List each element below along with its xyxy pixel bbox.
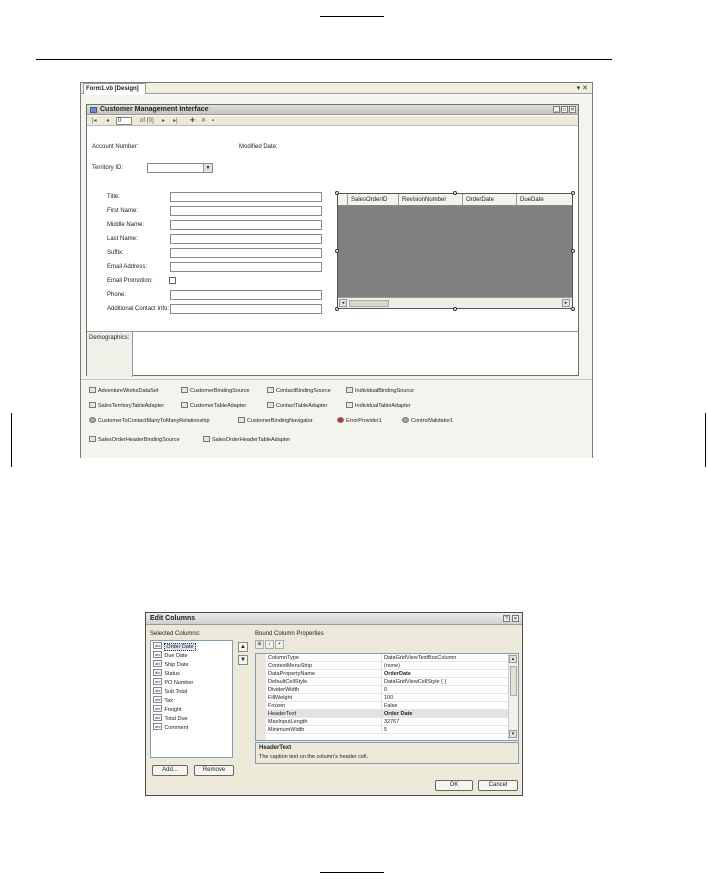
header-rule — [36, 59, 612, 60]
scroll-thumb[interactable] — [349, 300, 389, 307]
tray-item-contactbindingsource[interactable]: ContactBindingSource — [267, 387, 331, 395]
margin-mark-left — [11, 413, 12, 467]
property-row-defaultcellstyle[interactable]: DefaultCellStyle DataGridViewCellStyle { } — [266, 678, 508, 686]
form-designer-window — [80, 82, 593, 458]
selection-handle[interactable] — [453, 191, 457, 195]
sales-order-grid[interactable] — [337, 193, 573, 309]
tray-item-controlvalidator1[interactable]: ControlValidator1 — [402, 417, 453, 425]
selection-handle[interactable] — [571, 307, 575, 311]
count-label: of {0} — [140, 118, 155, 124]
scroll-left-icon[interactable]: ◂ — [339, 299, 347, 307]
additional-contact-label: Additional Contact Info: — [107, 306, 170, 312]
edit-columns-dialog — [145, 612, 523, 796]
selection-handle[interactable] — [453, 307, 457, 311]
tray-item-customertableadapter[interactable]: CustomerTableAdapter — [181, 402, 246, 410]
property-row-minimumwidth[interactable]: MinimumWidth 5 — [266, 726, 508, 734]
move-previous-button[interactable]: ◂ — [106, 118, 110, 124]
tray-item-salesorderheadertableadapter[interactable]: SalesOrderHeaderTableAdapter — [203, 436, 290, 444]
list-item[interactable]: abl PO Number — [155, 679, 194, 686]
account-number-label: Account Number: — [92, 144, 139, 150]
first-name-field[interactable] — [170, 206, 322, 216]
list-item[interactable]: abl Tax — [155, 697, 173, 704]
property-grid-scrollbar[interactable] — [508, 654, 518, 740]
tray-item-errorprovider1[interactable]: ErrorProvider1 — [337, 417, 382, 425]
column-header-orderdate[interactable]: OrderDate — [463, 194, 517, 206]
selection-handle[interactable] — [335, 191, 339, 195]
property-row-contextmenustrip[interactable]: ContextMenuStrip (none) — [266, 662, 508, 670]
document-tab-bar — [81, 83, 592, 94]
property-row-frozen[interactable]: Frozen False — [266, 702, 508, 710]
table-adapter-icon — [346, 402, 353, 408]
selected-columns-label: Selected Columns: — [150, 631, 201, 637]
email-address-label: Email Address: — [107, 264, 148, 270]
add-new-icon[interactable]: ✚ — [190, 118, 196, 124]
title-label: Title: — [107, 194, 120, 200]
tray-item-customerbindingnavigator[interactable]: CustomerBindingNavigator — [238, 417, 313, 425]
email-promotion-label: Email Promotion: — [107, 278, 153, 284]
bound-column-properties-label: Bound Column Properties — [255, 631, 324, 637]
textbox-column-icon: abl — [155, 724, 161, 729]
column-header-revisionnumber[interactable]: RevisionNumber — [399, 194, 463, 206]
table-adapter-icon — [203, 436, 210, 442]
scroll-thumb[interactable] — [510, 666, 517, 696]
selection-handle[interactable] — [571, 191, 575, 195]
property-row-columntype[interactable]: ColumnType DataGridViewTextBoxColumn — [266, 654, 508, 662]
chevron-down-icon[interactable]: ▼ — [203, 164, 212, 172]
table-adapter-icon — [181, 402, 188, 408]
minimize-button[interactable]: _ — [553, 106, 560, 113]
territory-id-combo[interactable] — [147, 163, 213, 173]
first-name-label: First Name: — [107, 208, 139, 214]
phone-label: Phone: — [107, 292, 127, 298]
column-header-duedate[interactable]: DueDate — [520, 197, 544, 203]
phone-field[interactable] — [170, 290, 322, 300]
design-surface — [81, 95, 592, 379]
list-item[interactable]: abl Ship Date — [155, 661, 189, 668]
tray-item-adventureworksdataset[interactable]: AdventureWorksDataSet — [89, 387, 158, 395]
tray-item-customertocontactmanytomanyrelationship[interactable]: CustomerToContactManyToManyRelationship — [89, 417, 210, 425]
textbox-column-icon: abl — [155, 715, 161, 720]
textbox-column-icon: abl — [155, 706, 161, 711]
suffix-label: Suffix: — [107, 250, 124, 256]
component-icon — [402, 417, 409, 423]
categorized-icon[interactable]: ⊞ — [255, 640, 264, 649]
help-button[interactable]: ? — [503, 615, 510, 622]
binding-navigator-icon — [238, 417, 245, 423]
email-promotion-checkbox[interactable] — [169, 277, 176, 284]
demographics-label: Demographics: — [89, 335, 130, 341]
selection-handle[interactable] — [335, 249, 339, 253]
move-last-button[interactable]: ▸| — [173, 118, 178, 124]
binding-navigator-toolstrip — [87, 116, 578, 126]
table-adapter-icon — [89, 402, 96, 408]
scroll-down-icon[interactable]: ▾ — [509, 730, 517, 738]
property-toolbar — [255, 639, 285, 651]
add-column-button[interactable]: Add... — [152, 765, 188, 776]
tray-item-contacttableadapter[interactable]: ContactTableAdapter — [267, 402, 327, 410]
territory-id-label: Territory ID: — [92, 165, 124, 171]
middle-name-field[interactable] — [170, 220, 322, 230]
suffix-field[interactable] — [170, 248, 322, 258]
textbox-column-icon: abl — [155, 643, 161, 648]
binding-source-icon — [267, 387, 274, 393]
tray-item-individualtableadapter[interactable]: IndividualTableAdapter — [346, 402, 411, 410]
binding-source-icon — [346, 387, 353, 393]
additional-contact-field[interactable] — [170, 304, 322, 314]
scroll-up-icon[interactable]: ▴ — [509, 655, 517, 663]
footer-rule — [320, 872, 384, 873]
description-text: The caption text on the column's header cell. — [259, 754, 368, 760]
middle-name-label: Middle Name: — [107, 222, 145, 228]
last-name-label: Last Name: — [107, 236, 138, 242]
textbox-column-icon: abl — [155, 679, 161, 684]
move-up-button[interactable]: ▲ — [238, 642, 248, 652]
modified-date-label: Modified Date: — [239, 144, 278, 150]
property-pages-icon[interactable]: ▪ — [275, 640, 284, 649]
tray-item-individualbindingsource[interactable]: IndividualBindingSource — [346, 387, 414, 395]
title-field[interactable] — [170, 192, 322, 202]
form-title: Customer Management Interface — [100, 106, 209, 113]
tray-item-salesterritorytableadapter[interactable]: SalesTerritoryTableAdapter — [89, 402, 164, 410]
ok-button[interactable]: OK — [435, 780, 473, 791]
grid-header-row — [338, 194, 572, 206]
move-next-button[interactable]: ▸ — [162, 118, 166, 124]
move-down-button[interactable]: ▼ — [238, 655, 248, 665]
grid-row-header-cell — [338, 194, 348, 206]
textbox-column-icon: abl — [155, 688, 161, 693]
textbox-column-icon: abl — [155, 697, 161, 702]
tray-item-salesorderheaderbindingsource[interactable]: SalesOrderHeaderBindingSource — [89, 436, 180, 444]
position-input[interactable]: 0 — [116, 117, 132, 125]
list-item[interactable]: abl Order Date — [155, 643, 194, 650]
tray-item-customerbindingsource[interactable]: CustomerBindingSource — [181, 387, 250, 395]
property-row-fillweight[interactable]: FillWeight 100 — [266, 694, 508, 702]
textbox-column-icon: abl — [155, 670, 161, 675]
alphabetical-icon[interactable]: ↓ — [265, 640, 274, 649]
save-icon[interactable]: ▪ — [212, 118, 215, 124]
header-rule-top — [320, 16, 384, 17]
dialog-title-bar[interactable] — [146, 613, 522, 625]
column-header-salesorderid[interactable]: SalesOrderID — [348, 194, 399, 206]
customer-form[interactable] — [86, 104, 579, 376]
list-item[interactable]: abl Due Date — [155, 652, 188, 659]
binding-source-icon — [181, 387, 188, 393]
close-button[interactable]: ✕ — [570, 107, 575, 113]
property-grid-margin — [256, 654, 266, 740]
list-item[interactable]: abl Comment — [155, 724, 189, 731]
property-description-pane — [255, 742, 519, 764]
tab-dropdown-close-icon[interactable]: ▾ ✕ — [576, 85, 588, 92]
property-grid[interactable] — [255, 653, 519, 741]
scroll-right-icon[interactable]: ▸ — [562, 299, 570, 307]
selection-handle[interactable] — [335, 307, 339, 311]
component-tray — [81, 379, 592, 458]
textbox-column-icon: abl — [155, 652, 161, 657]
cancel-button[interactable]: Cancel — [478, 780, 518, 791]
component-icon — [89, 417, 96, 423]
maximize-button[interactable]: □ — [562, 107, 567, 113]
dialog-title: Edit Columns — [150, 615, 196, 622]
list-item[interactable]: abl Status — [155, 670, 180, 677]
remove-column-button[interactable]: Remove — [194, 765, 234, 776]
email-address-field[interactable] — [170, 262, 322, 272]
table-adapter-icon — [267, 402, 274, 408]
textbox-column-icon: abl — [155, 661, 161, 666]
margin-mark-right — [705, 413, 706, 467]
delete-icon[interactable]: ✕ — [201, 118, 207, 124]
list-item[interactable]: abl Total Due — [155, 715, 188, 722]
property-row-maxinputlength[interactable]: MaxInputLength 32767 — [266, 718, 508, 726]
list-item[interactable]: abl Sub Total — [155, 688, 188, 695]
move-first-button[interactable]: |◂ — [92, 118, 97, 124]
demographics-label-panel — [87, 332, 133, 377]
form-icon — [90, 107, 97, 113]
list-item[interactable]: abl Freight — [155, 706, 182, 713]
selected-columns-list[interactable] — [150, 640, 233, 758]
error-provider-icon — [337, 417, 344, 423]
selection-handle[interactable] — [571, 249, 575, 253]
dialog-close-button[interactable]: ✕ — [513, 616, 518, 622]
form-title-bar[interactable] — [87, 105, 578, 115]
property-row-dividerwidth[interactable]: DividerWidth 0 — [266, 686, 508, 694]
last-name-field[interactable] — [170, 234, 322, 244]
binding-source-icon — [89, 436, 96, 442]
document-tab[interactable]: Form1.vb [Design] — [83, 83, 146, 94]
demographics-area[interactable] — [87, 331, 578, 376]
description-title: HeaderText — [259, 745, 292, 751]
property-row-headertext[interactable]: HeaderText Order Date — [266, 710, 508, 718]
dataset-icon — [89, 387, 96, 393]
property-row-datapropertyname[interactable]: DataPropertyName OrderDate — [266, 670, 508, 678]
